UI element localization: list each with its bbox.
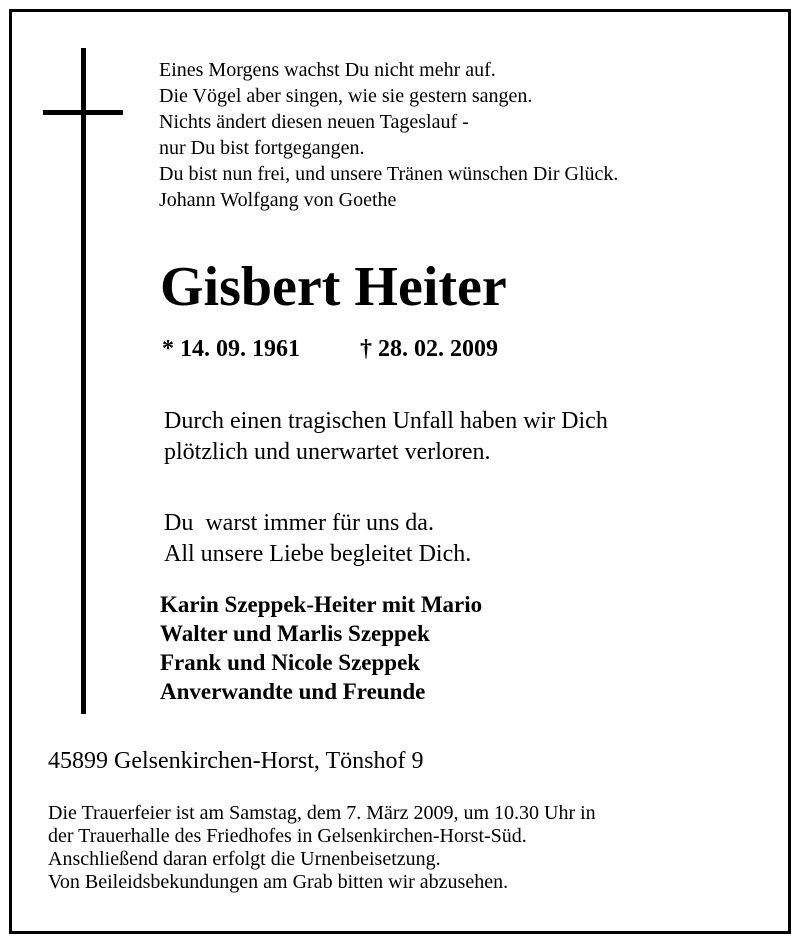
notice-line: Die Trauerfeier ist am Samstag, dem 7. März 2009, um 10.30 Uhr in xyxy=(48,802,596,824)
mourner: Frank und Nicole Szeppek xyxy=(160,650,421,675)
deceased-name: Gisbert Heiter xyxy=(160,256,507,318)
notice-line: Anschließend daran erfolgt die Urnenbeisetzung. xyxy=(48,848,441,870)
poem-line: Eines Morgens wachst Du nicht mehr auf. xyxy=(159,59,496,81)
death-date: † 28. 02. 2009 xyxy=(360,336,498,362)
message-line: All unsere Liebe begleitet Dich. xyxy=(164,541,472,567)
cross-vertical-bar xyxy=(81,48,86,714)
mourner: Karin Szeppek-Heiter mit Mario xyxy=(160,592,483,617)
condolence-message xyxy=(164,406,608,468)
mourner: Anverwandte und Freunde xyxy=(160,679,426,704)
funeral-notice xyxy=(48,802,596,894)
poem-line: Du bist nun frei, und unsere Tränen wünschen Dir Glück. xyxy=(159,163,619,185)
message-line: plötzlich und unerwartet verloren. xyxy=(164,439,491,465)
message-line: Du warst immer für uns da. xyxy=(164,510,434,536)
mourners-list xyxy=(160,590,482,706)
poem-author: Johann Wolfgang von Goethe xyxy=(159,189,397,211)
message-line: Durch einen tragischen Unfall haben wir Dich xyxy=(164,408,608,434)
notice-line: Von Beileidsbekundungen am Grab bitten wir abzusehen. xyxy=(48,871,509,893)
address: 45899 Gelsenkirchen-Horst, Tönshof 9 xyxy=(48,748,424,774)
poem xyxy=(159,57,618,213)
poem-line: Nichts ändert diesen neuen Tageslauf - xyxy=(159,111,469,133)
birth-date: * 14. 09. 1961 xyxy=(162,336,300,362)
notice-line: der Trauerhalle des Friedhofes in Gelsenkirchen-Horst-Süd. xyxy=(48,825,527,847)
mourner: Walter und Marlis Szeppek xyxy=(160,621,430,646)
poem-line: Die Vögel aber singen, wie sie gestern sangen. xyxy=(159,85,533,107)
cross-horizontal-bar xyxy=(43,110,123,115)
poem-line: nur Du bist fortgegangen. xyxy=(159,137,365,159)
life-dates xyxy=(162,334,498,364)
farewell-message xyxy=(164,508,471,570)
